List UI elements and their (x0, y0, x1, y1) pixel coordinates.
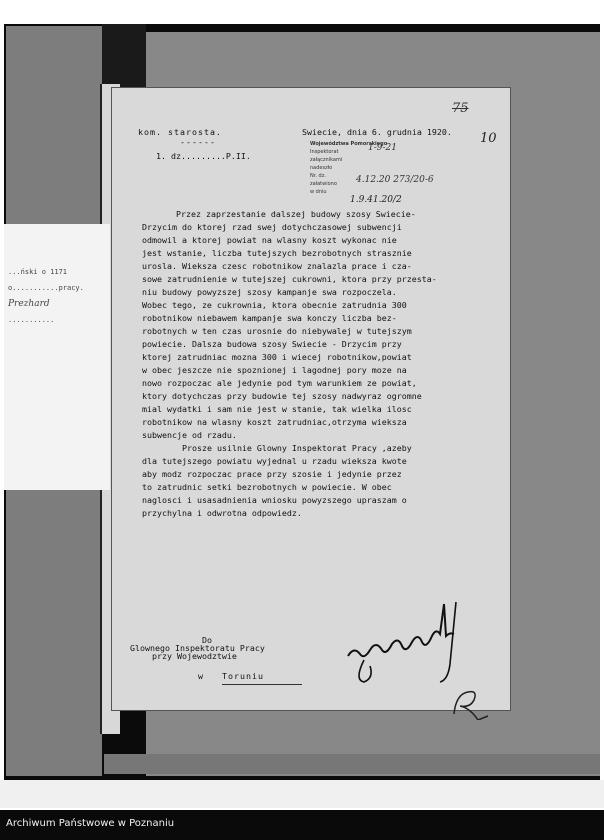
body-line: odmowil a ktorej powiat na wlasny koszt wykonac nie (142, 235, 397, 245)
addressee-line: Glownego Inspektoratu Pracy (130, 643, 265, 653)
stamp-handwritten-number: 1-9-21 (368, 143, 397, 153)
body-line: dla tutejszego powiatu wyjednal u rzadu wieksza kwote (142, 456, 407, 466)
body-line: to zatrudnic setki bezrobotnych w powiecie. W obec (142, 482, 392, 492)
lower-margin (0, 780, 604, 808)
addressee-line: Do (202, 635, 212, 645)
body-line: Wobec tego, ze cukrownia, ktora obecnie zatrudnia 300 (142, 300, 407, 310)
archive-caption: Archiwum Państwowe w Poznaniu (6, 818, 175, 829)
handwritten-initial (448, 684, 498, 720)
office-rule: ------ (180, 137, 216, 147)
body-line: nowo rozpoczac ale jedynie pod tym warunkiem ze powiat, (142, 378, 417, 388)
body-line: robotnikow niebawem kampanje swa konczy liczba bez- (142, 313, 397, 323)
body-line: ktorej zatrudniac mozna 300 i wiecej robotnikow,powiat (142, 352, 412, 362)
side-paper-strip (4, 224, 110, 490)
binding-shadow (102, 24, 146, 88)
old-folio-number: 75 (452, 101, 469, 116)
stamp-line: Inspektorat (310, 149, 339, 155)
body-line: subwencje od rzadu. (142, 430, 237, 440)
body-line: robotnych w ten czas urosnie do niebywalej w tutejszym (142, 326, 412, 336)
body-line: powiecie. Dalsza budowa szosy Swiecie - Drzycim przy (142, 339, 402, 349)
body-line: naglosci i usasadnienia wniosku powyzszego upraszam o (142, 495, 407, 505)
body-line: ktory dotychczas przy budowie tej szosy nadwyraz ogromne (142, 391, 422, 401)
body-line: Drzycim do ktorej rzad swej dotychczasowej subwencji (142, 222, 402, 232)
stamp-handwritten-entry: 1.9.41.20/2 (350, 195, 402, 205)
city-underline (222, 684, 302, 685)
side-strip-line: o...........pracy. (8, 284, 84, 292)
letter-body (142, 208, 514, 520)
side-strip-line: ...ński o 1171 (8, 268, 68, 276)
stamp-handwritten-date: 4.12.20 273/20-6 (356, 175, 434, 185)
body-line: mial wydatki i sam nie jest w stanie, tak wielka ilosc (142, 404, 412, 414)
body-line: jest wstanie, liczba tutejszych bezrobotnych strasznie (142, 248, 412, 258)
body-line: w obec jeszcze nie spoznionej i lagodnej pory moze na (142, 365, 407, 375)
letter-sheet (112, 88, 510, 710)
place-and-date: Swiecie, dnia 6. grudnia 1920. (302, 127, 452, 137)
side-strip-line: ........... (8, 316, 55, 324)
body-line: aby modz rozpoczac prace przy szosie i jedynie przez (142, 469, 402, 479)
side-strip-line: Prezhard (8, 299, 50, 309)
body-line: Przez zaprzestanie dalszej budowy szosy Swiecie- (176, 209, 416, 219)
body-line: sowe zatrudnienie w tutejszej cukrowni, ktora przy przesta- (142, 274, 437, 284)
addressee-block (130, 636, 265, 660)
body-line: przychylna i odwrotna odpowiedz. (142, 508, 302, 518)
stamp-line: załatwiono (310, 181, 337, 187)
scanned-image (4, 24, 600, 780)
body-line: urosla. Wieksza czesc robotnikow znalazla prace i cza- (142, 261, 412, 271)
stamp-line: nadeszło (310, 165, 333, 171)
addressee-city (198, 670, 264, 683)
folio-number: 10 (480, 131, 497, 146)
stamp-line: Województwa Pomorskiego (310, 141, 388, 147)
backing-board-bottom (104, 754, 600, 774)
stamp-line: w dniu (310, 189, 327, 195)
reference-number: 1. dz.........P.II. (156, 151, 251, 161)
issuing-office: kom. starosta. (138, 127, 222, 137)
body-line: Prosze usilnie Glowny Inspektorat Pracy ,azeby (182, 443, 412, 453)
body-line: robotnikow na wlasny koszt zatrudniac,otrzyma wieksza (142, 417, 407, 427)
stamp-line: Nr. dz. (310, 173, 326, 179)
city-prefix: w (198, 671, 204, 681)
city-name: Toruniu (222, 671, 264, 681)
stamp-line: załącznikami (310, 157, 343, 163)
handwritten-signature (344, 594, 484, 684)
addressee-line: przy Wojewodztwie (152, 651, 237, 661)
body-line: niu budowy powyzszej szosy kampanje swa rozpoczela. (142, 287, 397, 297)
